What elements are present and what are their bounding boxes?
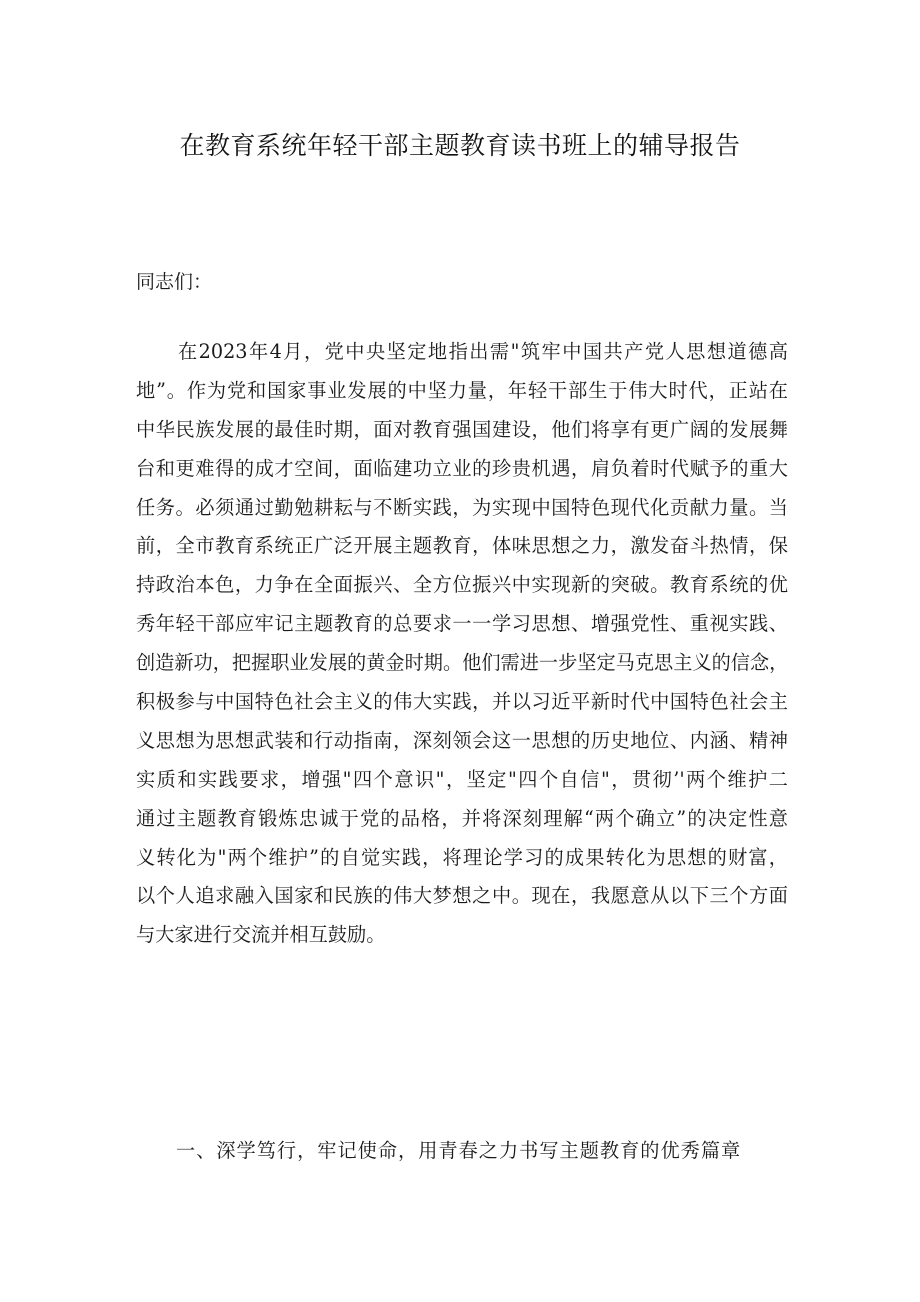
salutation: 同志们： [136,271,213,293]
body-paragraph [136,333,796,955]
paragraph-line: 秀年轻干部应牢记主题教育的总要求一一学习思想、增强党性、重视实践、 [136,612,788,636]
paragraph-line: 以个人追求融入国家和民族的伟大梦想之中。现在，我愿意从以下三个方面 [136,884,788,908]
paragraph-line: 创造新功，把握职业发展的黄金时期。他们需进一步坚定马克思主义的信念， [136,651,789,675]
paragraph-line: 义思想为思想武装和行动指南，深刻领会这一思想的历史地位、内涵、精神 [136,728,788,752]
paragraph-line: 持政治本色，力争在全面振兴、全方位振兴中实现新的突破。教育系统的优 [136,573,788,597]
paragraph-line: 实质和实践要求，增强"四个意识"，坚定"四个自信"，贯彻’'两个维护二 [136,767,788,791]
paragraph-line: 积极参与中国特色社会主义的伟大实践，并以习近平新时代中国特色社会主 [136,690,788,714]
paragraph-line: 在2023年4月，党中央坚定地指出需"筑牢中国共产党人思想道德高 [178,340,788,363]
paragraph-line: 前，全市教育系统正广泛开展主题教育，体味思想之力，激发奋斗热情，保 [136,534,788,558]
paragraph-line: 中华民族发展的最佳时期，面对教育强国建设，他们将享有更广阔的发展舞 [136,417,788,441]
paragraph-line: 地”。作为党和国家事业发展的中坚力量，年轻干部生于伟大时代，正站在 [136,378,788,402]
paragraph-line-last: 与大家进行交流并相互鼓励。 [136,923,386,947]
paragraph-line: 任务。必须通过勤勉耕耘与不断实践，为实现中国特色现代化贡献力量。当 [136,495,788,519]
paragraph-line: 义转化为"两个维护”的自觉实践，将理论学习的成果转化为思想的财富， [136,845,788,869]
paragraph-line: 通过主题教育锻炼忠诚于党的品格，并将深刻理解“两个确立”的决定性意 [136,806,788,830]
section-heading: 一、深学笃行，牢记使命，用青春之力书写主题教育的优秀篇章 [176,1139,742,1162]
paragraph-line: 台和更难得的成才空间，面临建功立业的珍贵机遇，肩负着时代赋予的重大 [136,456,788,480]
document-title: 在教育系统年轻干部主题教育读书班上的辅导报告 [179,131,741,160]
